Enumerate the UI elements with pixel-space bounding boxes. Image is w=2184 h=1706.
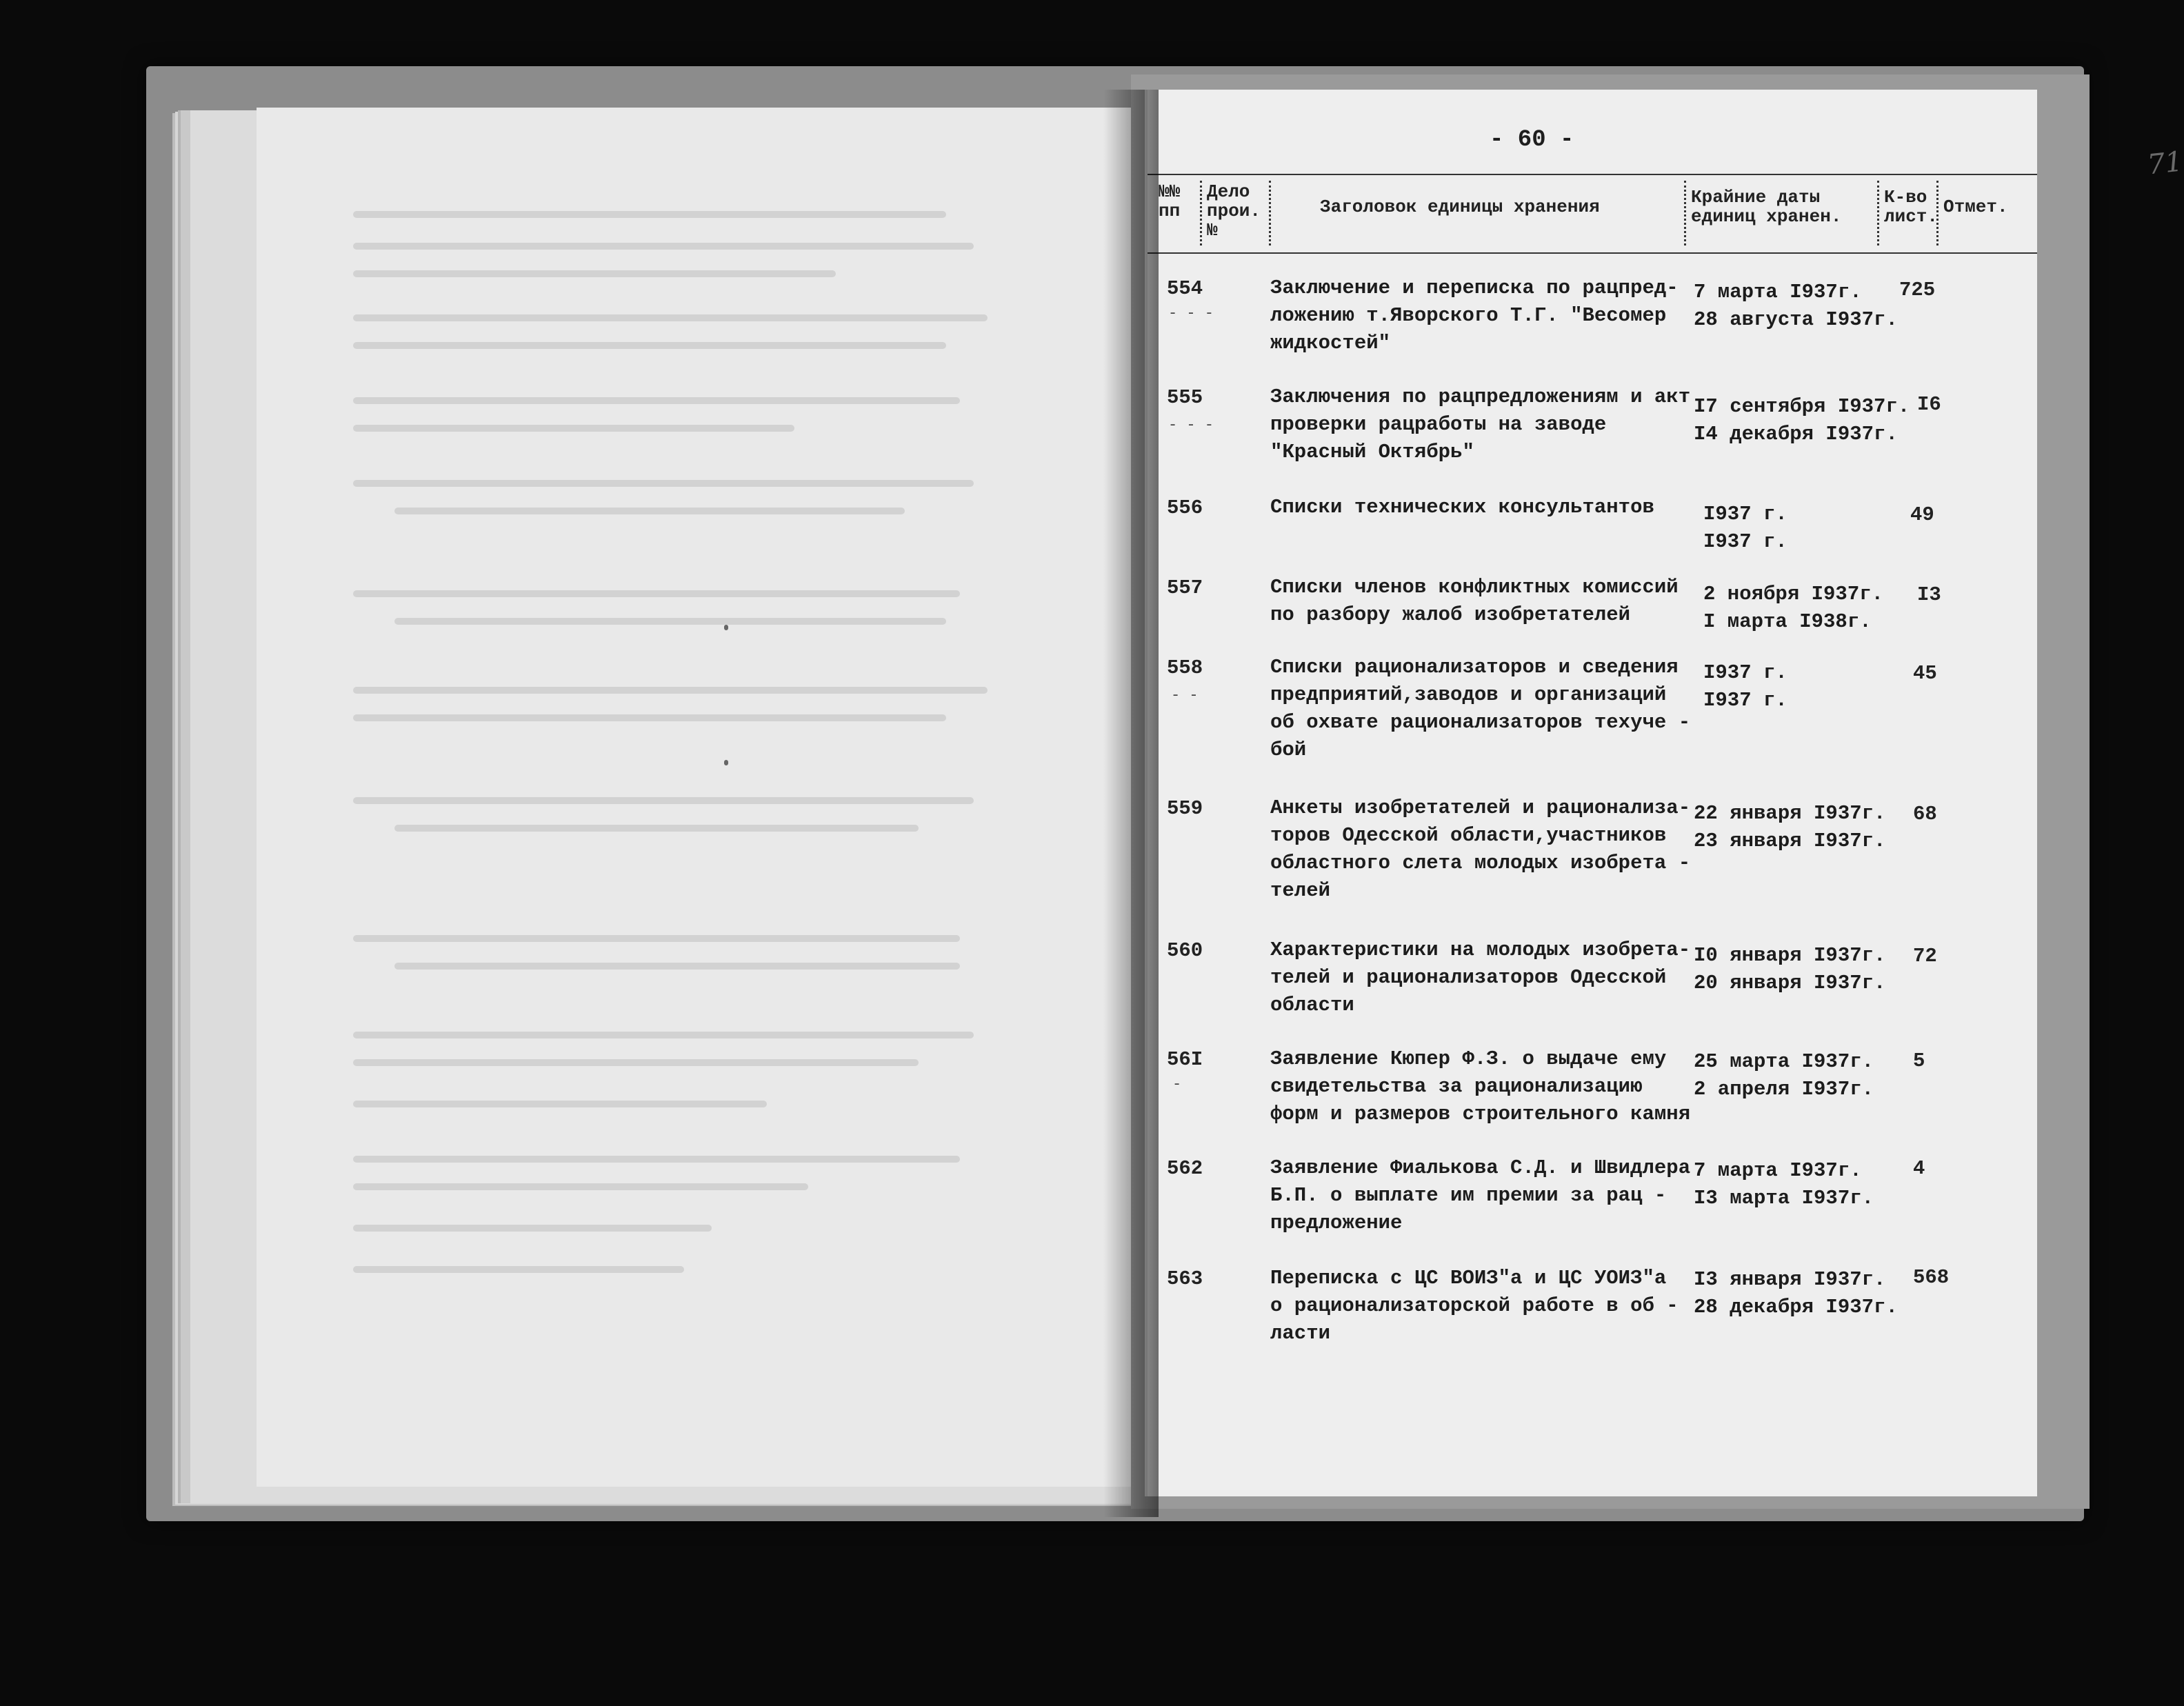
row-sheet-count: I6 <box>1917 393 1941 416</box>
book-gutter-shadow <box>1103 90 1159 1517</box>
row-dates: I937 г. I937 г. <box>1703 661 1787 712</box>
table-header <box>1148 174 2037 254</box>
row-dates: I3 января I937г. 28 декабря I937г. <box>1694 1268 1898 1318</box>
row-sheet-count: 68 <box>1913 803 1937 825</box>
row-title: Списки технических консультантов <box>1270 496 1654 519</box>
header-row-number: №№ пп <box>1159 181 1181 221</box>
row-sheet-count: 49 <box>1910 503 1934 526</box>
row-sheet-count: 4 <box>1913 1157 1925 1180</box>
row-dates: I7 сентября I937г. I4 декабря I937г. <box>1694 395 1910 445</box>
row-sheet-count: 72 <box>1913 945 1937 967</box>
header-notes: Отмет. <box>1943 197 2008 217</box>
row-title: Заявление Кюпер Ф.З. о выдаче ему свидетельства за рационализацию форм и размеров строительного камня <box>1270 1047 1691 1125</box>
row-number: 554 <box>1167 277 1203 300</box>
handwritten-archive-number: 71 <box>2145 145 2184 181</box>
row-dates: I0 января I937г. 20 января I937г. <box>1694 944 1886 994</box>
header-case-number: Дело прои. № <box>1207 181 1261 241</box>
row-dates: 2 ноября I937г. I марта I938г. <box>1703 583 1884 633</box>
row-dates: 22 января I937г. 23 января I937г. <box>1694 802 1886 852</box>
header-sheets: К-во лист. <box>1884 187 1938 227</box>
row-dates: I937 г. I937 г. <box>1703 503 1787 553</box>
row-number: 560 <box>1167 939 1203 962</box>
row-sheet-count: 568 <box>1913 1266 1950 1289</box>
row-title: Анкеты изобретателей и рационализа- торов Одесской области,участников областного слета молодых изобрета - телей <box>1270 796 1691 902</box>
row-number: 555 <box>1167 386 1203 409</box>
row-title: Списки рационализаторов и сведения предприятий,заводов и организаций об охвате рационализаторов техуче - бой <box>1270 656 1691 761</box>
row-sheet-count: 45 <box>1913 662 1937 685</box>
row-dates: 25 марта I937г. 2 апреля I937г. <box>1694 1050 1874 1101</box>
row-number: 563 <box>1167 1267 1203 1290</box>
row-number: 562 <box>1167 1157 1203 1180</box>
left-page-bleedthrough <box>257 108 1143 1487</box>
row-number: 559 <box>1167 797 1203 820</box>
row-title: Заключение и переписка по рацпред- ложению т.Яворского Т.Г. "Весомер жидкостей" <box>1270 277 1679 354</box>
row-dates: 7 марта I937г. I3 марта I937г. <box>1694 1159 1874 1210</box>
header-title: Заголовок единицы хранения <box>1320 197 1600 217</box>
right-page: - 60 - 71 №№ пп Дело прои. № Заголовок единицы хранения Крайние даты единиц хранен. К-во лист. Отмет. 554 Заключение и переписка по рацпред- ложению т.Яворского Т.Г. "Весомер жидкостей" 7 марта I937г. 28 августа I937г. 725 555 Заключения по рацпредложениям и акт проверки рацработы на заводе "Красный Октябрь" I7 сентября I937г. I4 декабря I937г. I6 556 Списки технических консультантов I937 г. I937 г. 49 557 Списки членов конфликтных комиссий по разбору жалоб изобретателей 2 ноября I937г. I марта I938г. I3 558 Списки рационализаторов и сведения предприятий,заводов и организаций об охвате рационализаторов техуче - бой I937 г. I937 г. 45 559 Анкеты изобретателей и рационализа- торов Одесской области,участников областного слета молодых изобрета - телей 22 января I937г. 23 января I937г. 68 560 Характеристики на молодых изобрета- телей и рационализаторов Одесской области I0 января I937г. 20 января I937г. 72 56I Заявление Кюпер Ф.З. о выдаче ему свидетельства за рационализацию форм и размеров строительного камня 25 марта I937г. 2 апреля I937г. 5 562 Заявление Фиалькова С.Д. и Швидлера Б.П. о выплате им премии за рац - предложение 7 марта I937г. I3 марта I937г. 4 563 Переписка с ЦС ВОИЗ"а и ЦС УОИЗ"а о рационализаторской работе в об - ласти I3 января I937г. 28 декабря I937г. 568 - - - - - - - - - <box>1145 90 2037 1496</box>
row-number: 558 <box>1167 656 1203 679</box>
row-number: 556 <box>1167 496 1203 519</box>
page-number: - 60 - <box>1490 127 1574 153</box>
row-number: 557 <box>1167 576 1203 599</box>
row-number: 56I <box>1167 1048 1203 1071</box>
row-dates: 7 марта I937г. 28 августа I937г. <box>1694 281 1898 331</box>
row-sheet-count: 5 <box>1913 1050 1925 1072</box>
row-title: Переписка с ЦС ВОИЗ"а и ЦС УОИЗ"а о рационализаторской работе в об - ласти <box>1270 1267 1679 1345</box>
row-title: Заявление Фиалькова С.Д. и Швидлера Б.П. о выплате им премии за рац - предложение <box>1270 1156 1691 1234</box>
header-dates: Крайние даты единиц хранен. <box>1691 187 1842 227</box>
row-title: Характеристики на молодых изобрета- телей и рационализаторов Одесской области <box>1270 939 1691 1016</box>
row-sheet-count: 725 <box>1899 279 1936 301</box>
row-title: Списки членов конфликтных комиссий по разбору жалоб изобретателей <box>1270 576 1679 626</box>
row-sheet-count: I3 <box>1917 583 1941 606</box>
row-title: Заключения по рацпредложениям и акт проверки рацработы на заводе "Красный Октябрь" <box>1270 385 1691 463</box>
